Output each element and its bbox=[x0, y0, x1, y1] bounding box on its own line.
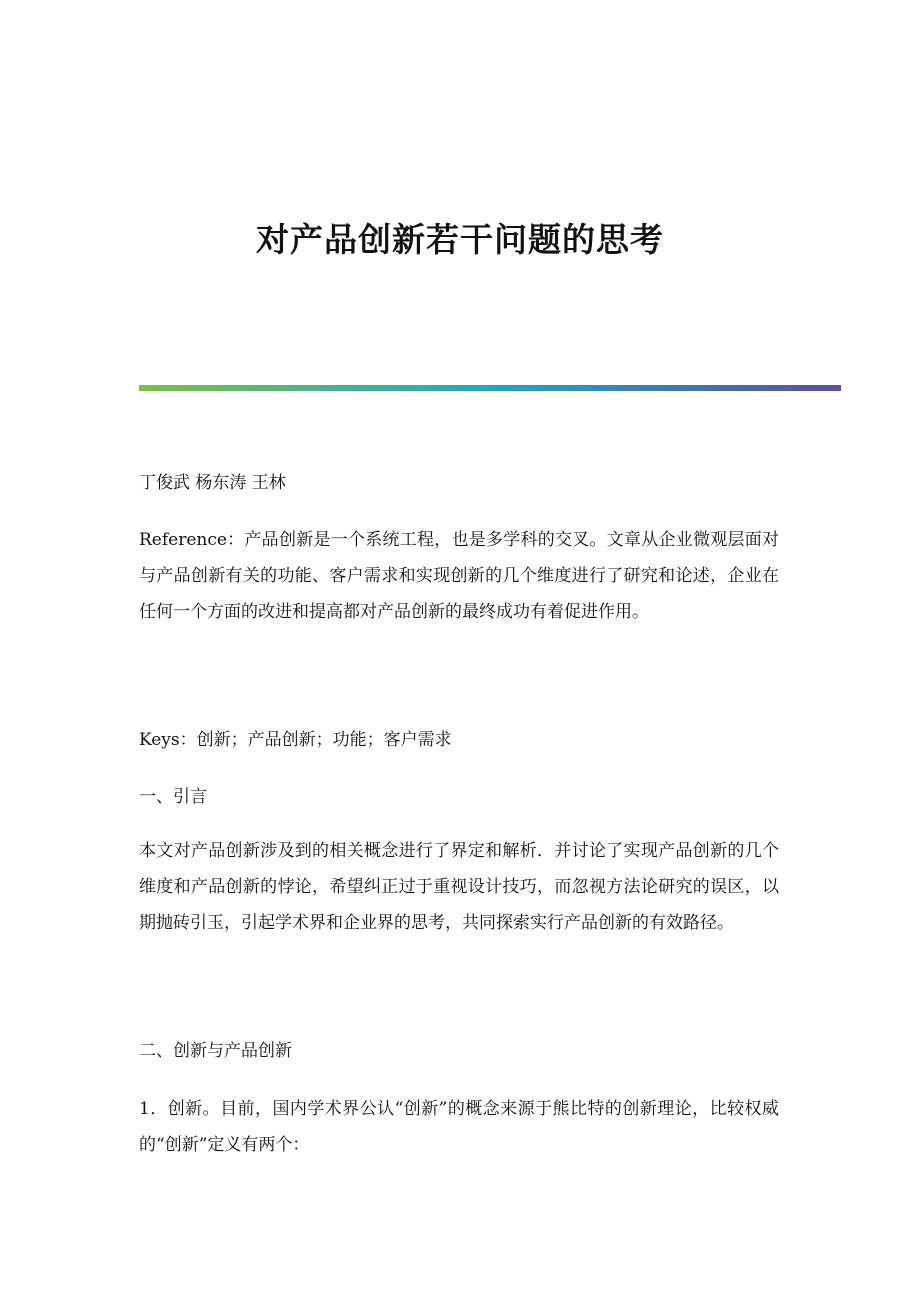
introduction-paragraph: 本文对产品创新涉及到的相关概念进行了界定和解析．并讨论了实现产品创新的几个维度和产品创新的悖论，希望纠正过于重视设计技巧，而忽视方法论研究的误区，以期抛砖引玉，引起学术界和企业界的思考，共同探索实行产品创新的有效路径。 bbox=[139, 841, 779, 933]
section-heading-introduction: 一、引言 bbox=[139, 787, 207, 807]
author-list: 丁俊武 杨东涛 王林 bbox=[139, 473, 286, 493]
abstract-paragraph: Reference：产品创新是一个系统工程，也是多学科的交叉。文章从企业微观层面对与产品创新有关的功能、客户需求和实现创新的几个维度进行了研究和论述，企业在任何一个方面的改进和提高都对产品创新的最终成功有着促进作用。 bbox=[139, 530, 779, 622]
document-title: 对产品创新若干问题的思考 bbox=[256, 220, 664, 259]
keywords-line: Keys：创新；产品创新；功能；客户需求 bbox=[139, 730, 452, 750]
section-heading-innovation: 二、创新与产品创新 bbox=[139, 1041, 292, 1061]
innovation-paragraph: 1．创新。目前，国内学术界公认“创新”的概念来源于熊比特的创新理论，比较权威的“创新”定义有两个： bbox=[139, 1099, 779, 1155]
title-divider-rule bbox=[139, 385, 841, 391]
